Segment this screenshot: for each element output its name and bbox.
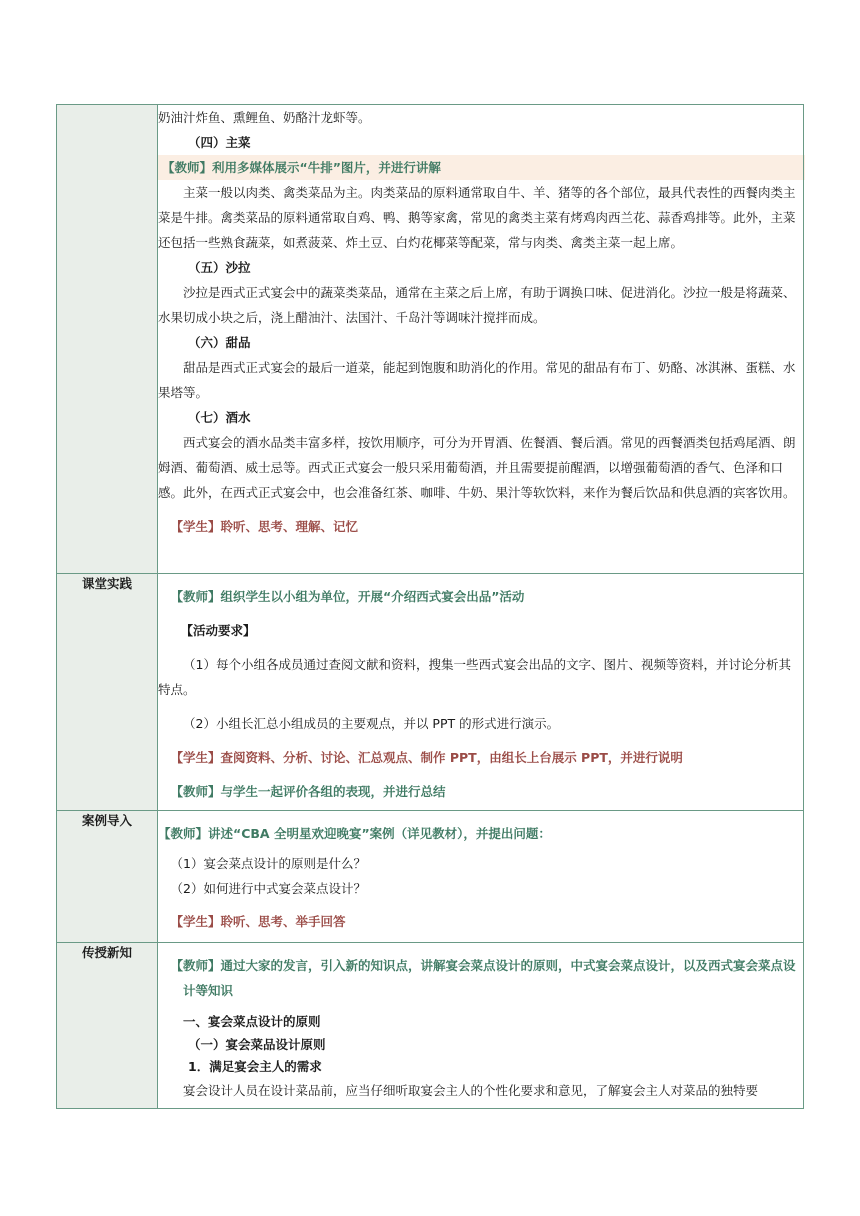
requirement-1: （1）每个小组各成员通过查阅文献和资料，搜集一些西式宴会出品的文字、图片、视频等资料，并讨论分析其特点。 [158,657,791,697]
teacher-instruction-bar: 【教师】利用多媒体展示“牛排”图片，并进行讲解 [158,155,805,180]
row-content [158,943,804,1109]
lesson-plan-table [56,104,804,1109]
table-row [57,943,804,1109]
table-row [57,574,804,811]
paragraph-main-course: 主菜一般以肉类、禽类菜品为主。肉类菜品的原料通常取自牛、羊、猪等的各个部位，最具代表性的西餐肉类主菜是牛排。禽类菜品的原料通常取自鸡、鸭、鹅等家禽，常见的禽类主菜有烤鸡肉西兰花、蒜香鸡排等。此外，主菜还包括一些熟食蔬菜，如煮菠菜、炸土豆、白灼花椰菜等配菜，常与肉类、禽类主菜一起上席。 [158,185,796,250]
lesson-plan-sheet [56,104,804,1109]
heading-dessert: （六）甜品 [188,335,251,350]
table-row [57,105,804,574]
row-content [158,574,804,811]
table-row [57,811,804,943]
teacher-instruction: 【教师】讲述“CBA 全明星欢迎晚宴”案例（详见教材），并提出问题： [158,826,551,841]
activity-requirements-title: 【活动要求】 [180,623,256,638]
question-1: （1）宴会菜点设计的原则是什么？ [170,856,366,871]
row-content [158,105,804,574]
paragraph-salad: 沙拉是西式正式宴会中的蔬菜类菜品，通常在主菜之后上席，有助于调换口味、促进消化。沙拉一般是将蔬菜、水果切成小块之后，浇上醋油汁、法国汁、千岛汁等调味汁搅拌而成。 [158,285,796,325]
heading-drinks: （七）酒水 [188,410,251,425]
row-label: 课堂实践 [57,574,158,811]
student-activity: 【学生】查阅资料、分析、讨论、汇总观点、制作 PPT，由组长上台展示 PPT，并进行说明 [170,750,683,765]
row-label [57,105,158,574]
requirement-2: （2）小组长汇总小组成员的主要观点，并以 PPT 的形式进行演示。 [183,716,560,731]
teacher-instruction: 【教师】通过大家的发言，引入新的知识点，讲解宴会菜点设计的原则，中式宴会菜点设计，以及西式宴会菜点设计等知识 [170,958,796,998]
student-activity: 【学生】聆听、思考、举手回答 [170,914,346,929]
continued-text: 奶油汁炸鱼、熏鲤鱼、奶酪汁龙虾等。 [158,110,371,125]
heading-salad: （五）沙拉 [188,260,251,275]
row-label: 传授新知 [57,943,158,1109]
heading-principles: 一、宴会菜点设计的原则 [183,1014,321,1029]
row-content [158,811,804,943]
heading-host-needs: 1．满足宴会主人的需求 [188,1059,322,1074]
heading-main-course: （四）主菜 [188,135,251,150]
row-label: 案例导入 [57,811,158,943]
paragraph-drinks: 西式宴会的酒水品类丰富多样，按饮用顺序，可分为开胃酒、佐餐酒、餐后酒。常见的西餐酒类包括鸡尾酒、朗姆酒、葡萄酒、威士忌等。西式正式宴会一般只采用葡萄酒，并且需要提前醒酒，以增强葡萄酒的香气、色泽和口感。此外，在西式正式宴会中，也会准备红茶、咖啡、牛奶、果汁等软饮料，来作为餐后饮品和供息酒的宾客饮用。 [158,435,796,500]
teacher-instruction: 【教师】组织学生以小组为单位，开展“介绍西式宴会出品”活动 [170,589,525,604]
student-activity: 【学生】聆听、思考、理解、记忆 [170,519,359,534]
question-2: （2）如何进行中式宴会菜点设计？ [170,881,366,896]
paragraph-host-needs: 宴会设计人员在设计菜品前，应当仔细听取宴会主人的个性化要求和意见，了解宴会主人对菜品的独特要 [183,1083,759,1098]
teacher-summary: 【教师】与学生一起评价各组的表现，并进行总结 [170,784,446,799]
heading-dish-principles: （一）宴会菜品设计原则 [188,1037,326,1052]
paragraph-dessert: 甜品是西式正式宴会的最后一道菜，能起到饱腹和助消化的作用。常见的甜品有布丁、奶酪、冰淇淋、蛋糕、水果塔等。 [158,360,796,400]
